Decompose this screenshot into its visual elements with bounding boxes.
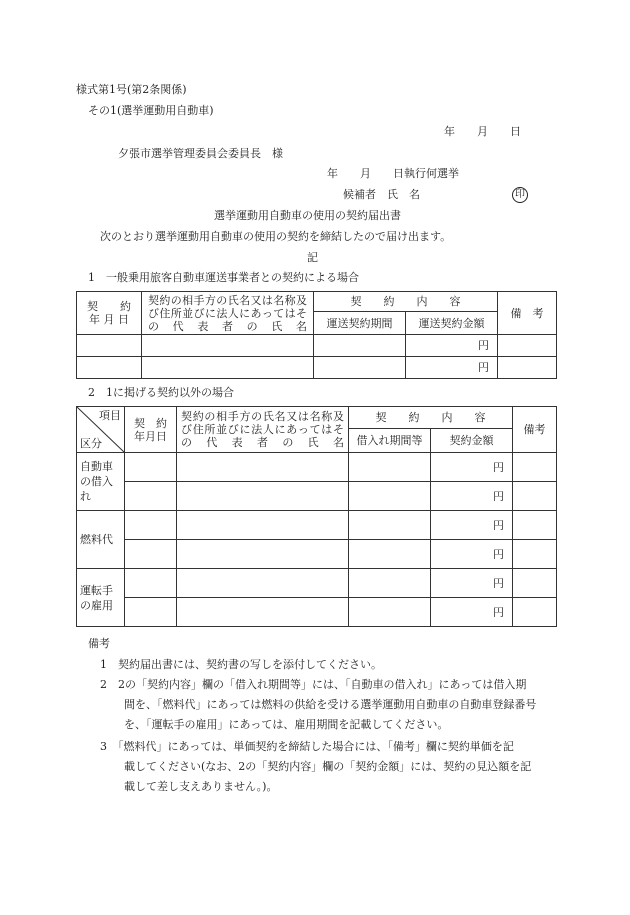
part2-table (76, 406, 557, 627)
part1-content-header: 契 約 内 容 (314, 292, 498, 312)
part2-cell-amount[interactable]: 円 (431, 453, 513, 482)
part2-cell-date[interactable] (125, 598, 177, 627)
part2-cell-party[interactable] (177, 569, 349, 598)
part2-heading: 2 1に掲げる契約以外の場合 (88, 386, 234, 399)
part2-cell-date[interactable] (125, 569, 177, 598)
part1-remarks-header: 備 考 (498, 292, 557, 335)
part1-cell-remarks[interactable] (498, 335, 557, 357)
part1-cell-amount[interactable]: 円 (406, 357, 498, 379)
submission-date: 年 月 日 (444, 125, 521, 138)
part2-cell-party[interactable] (177, 482, 349, 511)
note-line: 載してください(なお、2の「契約内容」欄の「契約金額」には、契約の見込額を記 (124, 760, 532, 773)
part2-cell-remarks[interactable] (513, 598, 557, 627)
part2-cell-period[interactable] (349, 569, 431, 598)
row-label-car-rental: 自動車の借入れ (77, 453, 125, 511)
part2-remarks-header: 備考 (513, 407, 557, 453)
part2-cell-date[interactable] (125, 482, 177, 511)
seal-stamp: 印 (512, 187, 528, 203)
addressee: 夕張市選挙管理委員会委員長 様 (118, 147, 283, 160)
document-title: 選挙運動用自動車の使用の契約届出書 (214, 209, 401, 222)
row-label-fuel: 燃料代 (77, 511, 125, 569)
part1-table (76, 291, 557, 379)
part2-cell-period[interactable] (349, 453, 431, 482)
intro-text: 次のとおり選挙運動用自動車の使用の契約を締結したので届け出ます。 (100, 230, 452, 243)
section-label: その1(選挙運動用自動車) (88, 104, 214, 117)
note-line: 間を、「燃料代」にあっては燃料の供給を受ける選挙運動用自動車の自動車登録番号 (124, 698, 537, 711)
part1-cell-amount[interactable]: 円 (406, 335, 498, 357)
part2-cell-remarks[interactable] (513, 540, 557, 569)
part2-content-header: 契 約 内 容 (349, 407, 513, 429)
part2-date-header-line2: 年月日 (134, 429, 167, 443)
part1-heading: 1 一般乗用旅客自動車運送事業者との契約による場合 (88, 271, 359, 284)
part2-cell-date[interactable] (125, 511, 177, 540)
part2-cell-amount[interactable]: 円 (431, 482, 513, 511)
part1-cell-date[interactable] (77, 335, 142, 357)
note-line: 載して差し支えありません。)。 (124, 780, 278, 793)
seal-mark (512, 187, 528, 203)
part2-date-header-line1: 契 約 (134, 416, 167, 430)
part2-cell-amount[interactable]: 円 (431, 511, 513, 540)
part2-cell-party[interactable] (177, 511, 349, 540)
part2-cell-period[interactable] (349, 511, 431, 540)
part2-category-header: 区分 (80, 437, 102, 450)
part2-cell-amount[interactable]: 円 (431, 569, 513, 598)
part1-cell-party[interactable] (142, 357, 314, 379)
part1-amount-header: 運送契約金額 (406, 312, 498, 335)
note-line: 2 2の「契約内容」欄の「借入れ期間等」には、「自動車の借入れ」にあっては借入期 (100, 678, 527, 691)
note-line: を、「運転手の雇用」にあっては、雇用期間を記載してください。 (124, 718, 449, 731)
election-date-line: 年 月 日執行何選挙 (327, 167, 459, 180)
part2-party-header: 契約の相手方の氏名又は名称及び住所並びに法人にあってはその代表者の氏名 (177, 407, 349, 453)
part2-date-header (125, 407, 177, 453)
part2-cell-period[interactable] (349, 540, 431, 569)
candidate-name-label: 候補者 氏 名 (343, 188, 420, 201)
ki-label: 記 (307, 251, 318, 264)
part2-item-header: 項目 (99, 409, 121, 422)
part2-cell-period[interactable] (349, 598, 431, 627)
part2-cell-party[interactable] (177, 598, 349, 627)
part2-cell-remarks[interactable] (513, 482, 557, 511)
part1-cell-date[interactable] (77, 357, 142, 379)
row-label-driver-employment: 運転手の雇用 (77, 569, 125, 627)
part2-item-category-header (77, 407, 125, 453)
note-line: 1 契約届出書には、契約書の写しを添付してください。 (100, 658, 382, 671)
part2-cell-date[interactable] (125, 453, 177, 482)
part2-cell-remarks[interactable] (513, 453, 557, 482)
part1-cell-party[interactable] (142, 335, 314, 357)
part2-cell-period[interactable] (349, 482, 431, 511)
part1-cell-period[interactable] (314, 357, 406, 379)
part1-date-header-line2: 年 月 日 (89, 313, 129, 326)
note-line: 3 「燃料代」にあっては、単価契約を締結した場合には、「備考」欄に契約単価を記 (100, 740, 514, 753)
notes-title: 備考 (88, 637, 110, 650)
part1-date-header-line1: 契 約 (87, 300, 131, 313)
part2-cell-party[interactable] (177, 453, 349, 482)
part2-cell-date[interactable] (125, 540, 177, 569)
part2-cell-remarks[interactable] (513, 569, 557, 598)
part1-cell-remarks[interactable] (498, 357, 557, 379)
part1-date-header (77, 292, 142, 335)
form-number: 様式第1号(第2条関係) (76, 83, 187, 96)
part2-period-header: 借入れ期間等 (349, 429, 431, 453)
part2-cell-remarks[interactable] (513, 511, 557, 540)
part2-amount-header: 契約金額 (431, 429, 513, 453)
part2-cell-party[interactable] (177, 540, 349, 569)
part1-party-header: 契約の相手方の氏名又は名称及び住所並びに法人にあってはその代表者の氏名 (142, 292, 314, 335)
part2-cell-amount[interactable]: 円 (431, 540, 513, 569)
part2-cell-amount[interactable]: 円 (431, 598, 513, 627)
part1-period-header: 運送契約期間 (314, 312, 406, 335)
part1-cell-period[interactable] (314, 335, 406, 357)
